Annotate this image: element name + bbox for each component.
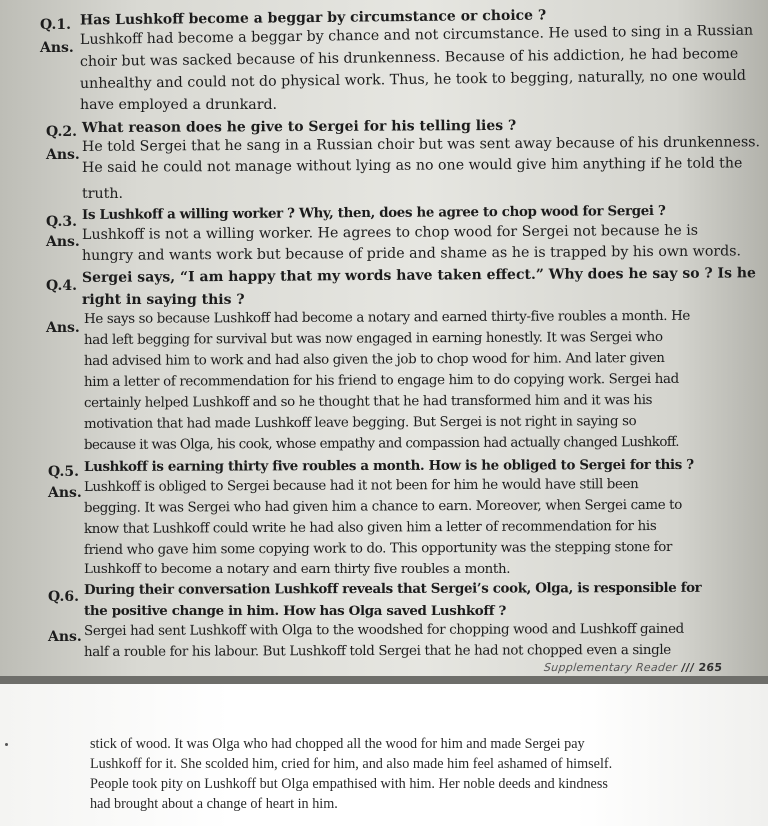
q4-answer-line: him a letter of recommendation for his friend to engage him to do copying work. Sergei had xyxy=(83,371,679,390)
q4-answer-line: He says so because Lushkoff had become a notary and earned thirty-five roubles a month. He xyxy=(83,308,691,327)
q1-answer-line: Lushkoff had become a beggar by chance and not circumstance. He used to sing in a Russian xyxy=(79,22,754,48)
q5-question: Lushkoff is earning thirty five roubles a month. How is he obliged to Sergei for this ? xyxy=(83,456,694,475)
page-divider xyxy=(0,676,768,684)
q1-answer-line: unhealthy and could not do physical work. Thus, he took to begging, naturally, no one would xyxy=(79,67,747,92)
q4-label: Q.4. xyxy=(46,278,77,294)
q3-label: Q.3. xyxy=(46,214,77,230)
continued-answer-line: stick of wood. It was Olga who had chopped all the wood for him and made Sergei pay xyxy=(90,736,585,752)
q2-answer-line: truth. xyxy=(82,186,123,202)
footer-separator: /// xyxy=(680,661,695,674)
q2-answer-line: He told Sergei that he sang in a Russian choir but was sent away because of his drunkenness. xyxy=(81,134,761,155)
q6-question-line: the positive change in him. How has Olga saved Lushkoff ? xyxy=(84,603,506,619)
q3-question: Is Lushkoff a willing worker ? Why, then, does he agree to chop wood for Sergei ? xyxy=(81,202,666,223)
q2-label: Q.2. xyxy=(46,124,77,140)
q5-answer-line: know that Lushkoff could write he had also given him a letter of recommendation for his xyxy=(83,519,657,537)
q3-answer-line: hungry and wants work but because of pride and shame as he is trapped by his own words. xyxy=(81,243,742,264)
q5-answer-line: Lushkoff is obliged to Sergei because had it not been for him he would have still been xyxy=(83,477,639,495)
q5-answer-line: Lushkoff to become a notary and earn thirty five roubles a month. xyxy=(84,562,511,577)
page-number: 265 xyxy=(697,661,723,674)
q6-answer-line: Sergei had sent Lushkoff with Olga to the woodshed for chopping wood and Lushkoff gained xyxy=(83,621,684,639)
q1-question: Has Lushkoff become a beggar by circumstance or choice ? xyxy=(79,7,547,29)
textbook-page-bottom xyxy=(0,684,768,826)
q2-question: What reason does he give to Sergei for his telling lies ? xyxy=(81,117,517,137)
continued-answer-line: Lushkoff for it. She scolded him, cried for him, and also made him feel ashamed of himself. xyxy=(90,756,613,772)
q5-answer-line: begging. It was Sergei who had given him a chance to earn. Moreover, when Sergei came to xyxy=(83,497,682,516)
q4-answer-line: had advised him to work and had also given the job to chop wood for him. And later given xyxy=(83,350,665,369)
q6-question-line: During their conversation Lushkoff reveals that Sergei’s cook, Olga, is responsible for xyxy=(83,579,702,598)
q3-ans-label: Ans. xyxy=(46,234,80,250)
q4-answer-line: certainly helped Lushkoff and so he thought that he had transformed him and it was his xyxy=(83,393,653,411)
q1-answer-line: choir but was sacked because of his drunkenness. Because of his addiction, he had become xyxy=(79,45,739,70)
q4-answer-line: had left begging for survival but was now engaged in earning honestly. It was Sergei who xyxy=(83,329,663,348)
q4-answer-line: motivation that had made Lushkoff leave begging. But Sergei is not right in saying so xyxy=(83,414,637,432)
continued-answer-line: had brought about a change of heart in him. xyxy=(90,796,338,812)
q2-ans-label: Ans. xyxy=(46,147,80,163)
q1-label: Q.1. xyxy=(40,17,71,33)
q5-label: Q.5. xyxy=(48,464,79,480)
scan-speck xyxy=(5,743,8,746)
page-footer xyxy=(543,661,723,674)
q5-ans-label: Ans. xyxy=(48,485,82,501)
q6-ans-label: Ans. xyxy=(48,629,82,645)
footer-book-label: Supplementary Reader xyxy=(542,661,678,674)
q4-question-line: right in saying this ? xyxy=(82,292,245,308)
continued-answer-line: People took pity on Lushkoff but Olga empathised with him. Her noble deeds and kindness xyxy=(90,776,608,792)
q3-answer-line: Lushkoff is not a willing worker. He agrees to chop wood for Sergei not because he is xyxy=(81,222,699,243)
q4-answer-line: because it was Olga, his cook, whose empathy and compassion had actually changed Lushkoff. xyxy=(83,434,679,453)
q1-ans-label: Ans. xyxy=(40,40,74,56)
q4-ans-label: Ans. xyxy=(46,320,80,336)
q2-answer-line: He said he could not manage without lying as no one would give him anything if he told the xyxy=(81,155,743,176)
q1-answer-line: have employed a drunkard. xyxy=(80,97,278,113)
q5-answer-line: friend who gave him some copying work to do. This opportunity was the stepping stone for xyxy=(83,539,673,558)
q6-label: Q.6. xyxy=(48,589,79,605)
q6-answer-line: half a rouble for his labour. But Lushkoff told Sergei that he had not chopped even a single xyxy=(83,642,671,660)
q4-question-line: Sergei says, “I am happy that my words have taken effect.” Why does he say so ? Is he xyxy=(81,265,756,286)
